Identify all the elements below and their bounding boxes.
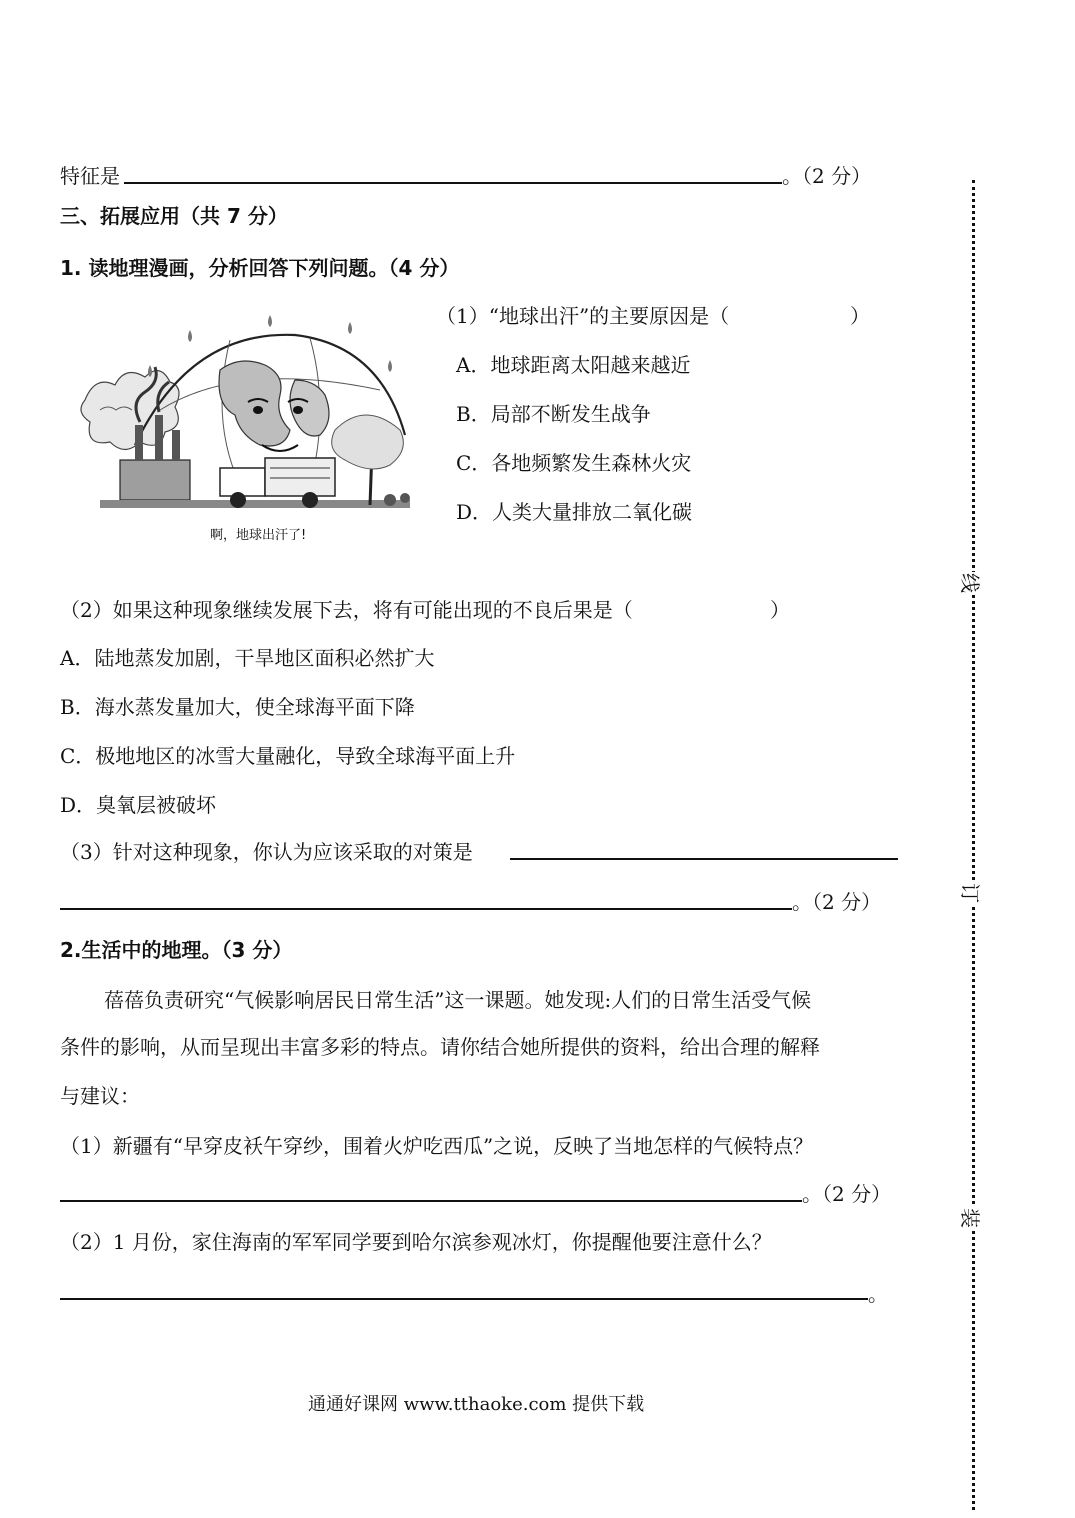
top-answer-blank[interactable] — [124, 182, 782, 184]
q2-paragraph-line-3: 与建议： — [60, 1084, 140, 1108]
q2-sub1-score: 。（2 分） — [802, 1182, 892, 1206]
q1-sub2-option-d[interactable]: D．臭氧层被破坏 — [60, 793, 217, 817]
q1-sub1-option-c[interactable]: C．各地频繁发生森林火灾 — [456, 451, 692, 475]
q1-sub2-close: ） — [770, 598, 790, 622]
page-footer[interactable]: 通通好课网 www.tthaoke.com 提供下载 — [308, 1394, 645, 1415]
cartoon-figure — [80, 310, 420, 545]
margin-char-xian: 线 — [960, 572, 986, 594]
q1-sub2-option-a[interactable]: A．陆地蒸发加剧，干旱地区面积必然扩大 — [60, 646, 435, 670]
q1-sub1-option-b[interactable]: B．局部不断发生战争 — [456, 402, 651, 426]
binding-margin-line — [972, 180, 975, 1510]
q1-heading: 1. 读地理漫画，分析回答下列问题。（4 分） — [60, 256, 460, 280]
q2-sub2-end: 。 — [868, 1282, 888, 1306]
q1-sub3-score: 。（2 分） — [792, 890, 882, 914]
margin-char-ding: 订 — [960, 882, 986, 904]
q1-sub1-option-d[interactable]: D．人类大量排放二氧化碳 — [456, 500, 693, 524]
top-prefix: 特征是 — [60, 164, 120, 188]
q2-heading: 2.生活中的地理。（3 分） — [60, 938, 293, 962]
q2-sub1-stem: （1）新疆有“早穿皮袄午穿纱，围着火炉吃西瓜”之说，反映了当地怎样的气候特点？ — [60, 1134, 814, 1158]
cartoon-caption: 啊，地球出汗了! — [210, 528, 307, 543]
q2-paragraph-line-1: 蓓蓓负责研究“气候影响居民日常生活”这一课题。她发现:人们的日常生活受气候 — [104, 988, 812, 1012]
q1-sub1-close: ） — [850, 304, 870, 328]
q2-sub1-blank[interactable] — [60, 1200, 802, 1202]
q1-sub2-stem: （2）如果这种现象继续发展下去，将有可能出现的不良后果是（ — [60, 598, 633, 622]
q1-sub2-option-c[interactable]: C．极地地区的冰雪大量融化，导致全球海平面上升 — [60, 744, 516, 768]
q1-sub3-stem: （3）针对这种现象，你认为应该采取的对策是 — [60, 840, 473, 864]
top-score: 。（2 分） — [782, 164, 872, 188]
margin-char-zhuang: 装 — [960, 1207, 986, 1229]
q2-sub2-blank[interactable] — [60, 1298, 868, 1300]
q1-sub3-blank-1[interactable] — [510, 858, 898, 860]
q2-paragraph-line-2: 条件的影响，从而呈现出丰富多彩的特点。请你结合她所提供的资料，给出合理的解释 — [60, 1035, 820, 1059]
q2-sub2-stem: （2）1 月份，家住海南的军军同学要到哈尔滨参观冰灯，你提醒他要注意什么？ — [60, 1230, 772, 1254]
q1-sub1-stem: （1）“地球出汗”的主要原因是（ — [436, 304, 730, 328]
section3-heading: 三、拓展应用（共 7 分） — [60, 204, 288, 228]
earth-sweating-cartoon-icon — [80, 310, 420, 545]
q1-sub2-option-b[interactable]: B．海水蒸发量加大，使全球海平面下降 — [60, 695, 415, 719]
q1-sub3-blank-2[interactable] — [60, 908, 792, 910]
q1-sub1-option-a[interactable]: A．地球距离太阳越来越近 — [456, 353, 691, 377]
